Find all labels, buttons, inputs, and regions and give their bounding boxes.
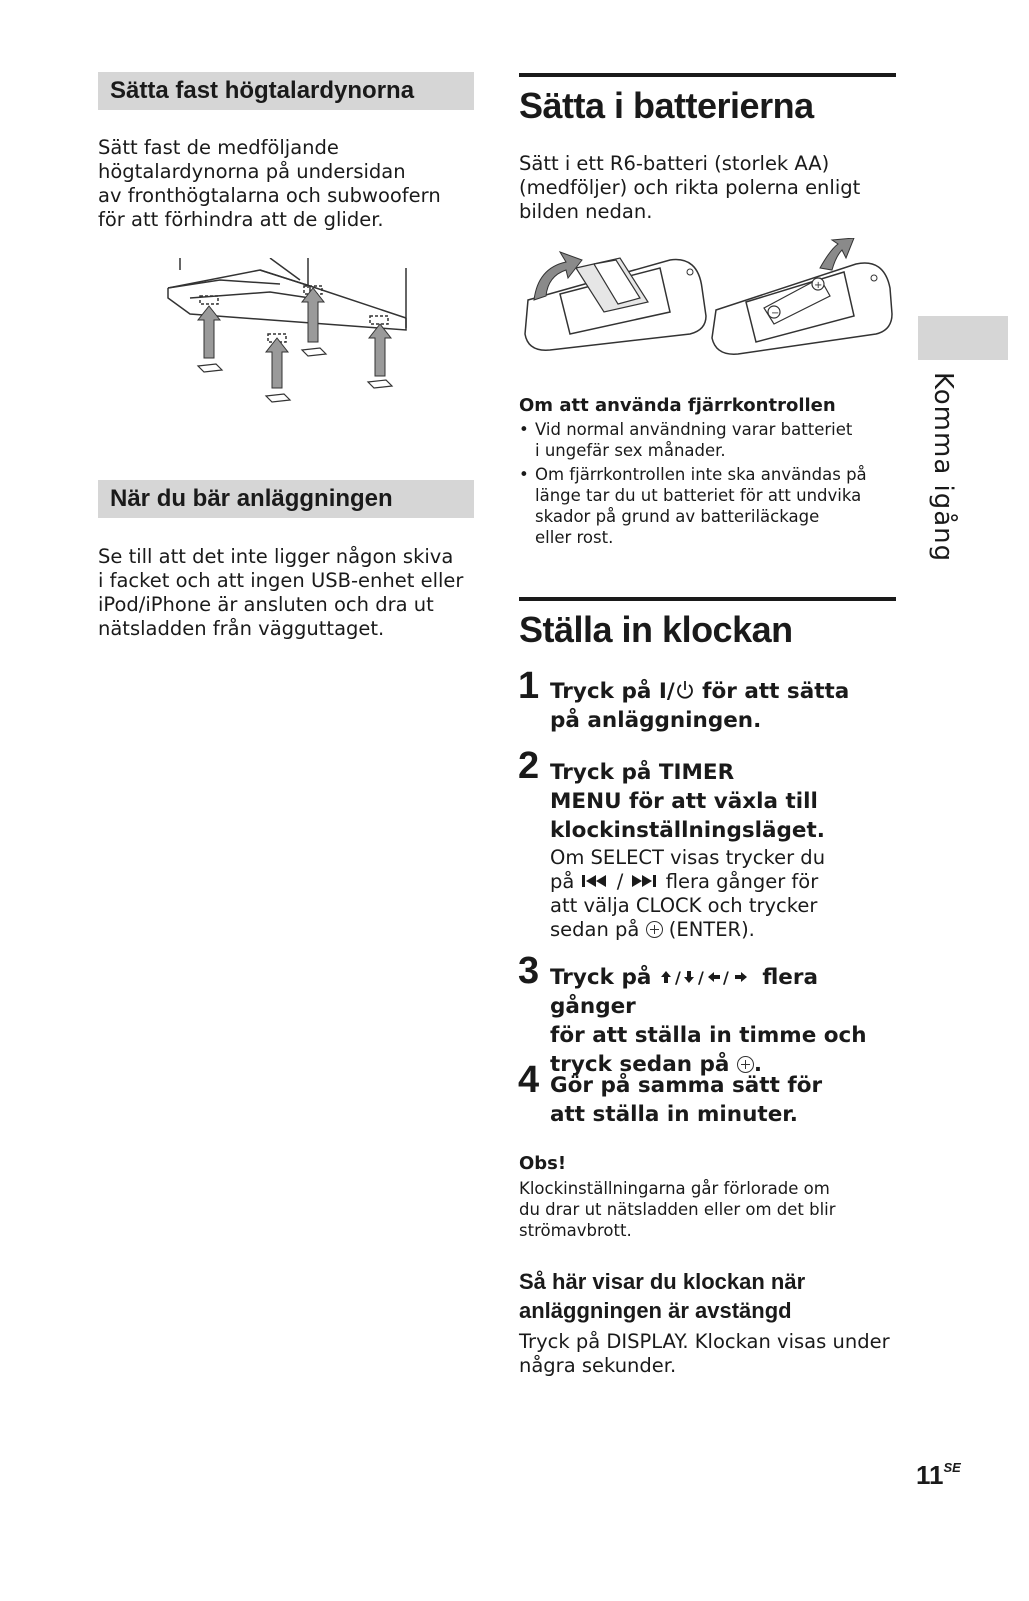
step-2-note: Om SELECT visas trycker du på / flera gånger för att välja CLOCK och trycker sedan på (ENTER). <box>550 846 826 941</box>
speaker-pads-text: Sätt fast de medföljande högtalardynorna på undersidan av fronthögtalarna och subwoofern för att förhindra att de glider. <box>98 136 441 231</box>
speaker-pads-illustration <box>160 258 420 408</box>
note-text: Klockinställningarna går förlorade om du drar ut nätsladden eller om det blir strömavbrott. <box>519 1179 836 1240</box>
section-tab-label: Komma igång <box>928 372 958 563</box>
battery-insertion-illustration <box>520 238 898 356</box>
power-icon <box>675 680 695 700</box>
step-number: 3 <box>518 950 540 992</box>
svg-text:+: + <box>814 280 823 291</box>
svg-text:/: / <box>674 969 681 985</box>
step-3-text: Tryck på / / / flera gånger för att ställa in timme och tryck sedan på . <box>550 965 867 1077</box>
section-heading-carrying: När du bär anläggningen <box>98 480 474 518</box>
step-number: 1 <box>518 665 540 707</box>
step-1-text: Tryck på I/ för att sätta på anläggningen. <box>550 679 850 733</box>
note-heading: Obs! <box>519 1153 567 1174</box>
step-4-text: Gör på samma sätt för att ställa in minuter. <box>550 1073 823 1127</box>
page-number: $11^{SE}$ <box>916 1460 961 1490</box>
section-tab-marker <box>918 316 1008 360</box>
list-item: • Vid normal användning varar batteriet i ungefär sex månader. <box>519 419 899 461</box>
carrying-text: Se till att det inte ligger någon skiva i facket och att ingen USB-enhet eller iPod/iPhone är ansluten och dra ut nätsladden från vägguttaget. <box>98 545 464 640</box>
arrow-keys-icon <box>659 969 755 985</box>
remote-usage-bullets <box>519 419 899 548</box>
list-item: • Om fjärrkontrollen inte ska användas på länge tar du ut batteriet för att undvika skador på grund av batteriläckage eller rost. <box>519 464 899 548</box>
batteries-text: Sätt i ett R6-batteri (storlek AA) (medföljer) och rikta polerna enligt bilden nedan. <box>519 152 861 223</box>
svg-text:/: / <box>722 969 729 985</box>
previous-icon <box>581 873 611 889</box>
remote-usage-heading: Om att använda fjärrkontrollen <box>519 395 836 416</box>
clock-off-text: Tryck på DISPLAY. Klockan visas under några sekunder. <box>519 1330 890 1377</box>
step-number: 4 <box>518 1059 540 1101</box>
step-number: 2 <box>518 745 540 787</box>
next-icon <box>630 873 660 889</box>
enter-button-icon <box>646 921 663 938</box>
svg-text:−: − <box>771 308 780 319</box>
svg-text:/: / <box>697 969 704 985</box>
batteries-heading: Sätta i batterierna <box>519 73 896 127</box>
step-2-text: Tryck på TIMER MENU för att växla till klockinställningsläget. <box>550 760 825 843</box>
clock-off-heading: Så här visar du klockan när anläggningen är avstängd <box>519 1269 806 1323</box>
section-heading-speaker-pads: Sätta fast högtalardynorna <box>98 72 474 110</box>
clock-heading: Ställa in klockan <box>519 597 896 651</box>
